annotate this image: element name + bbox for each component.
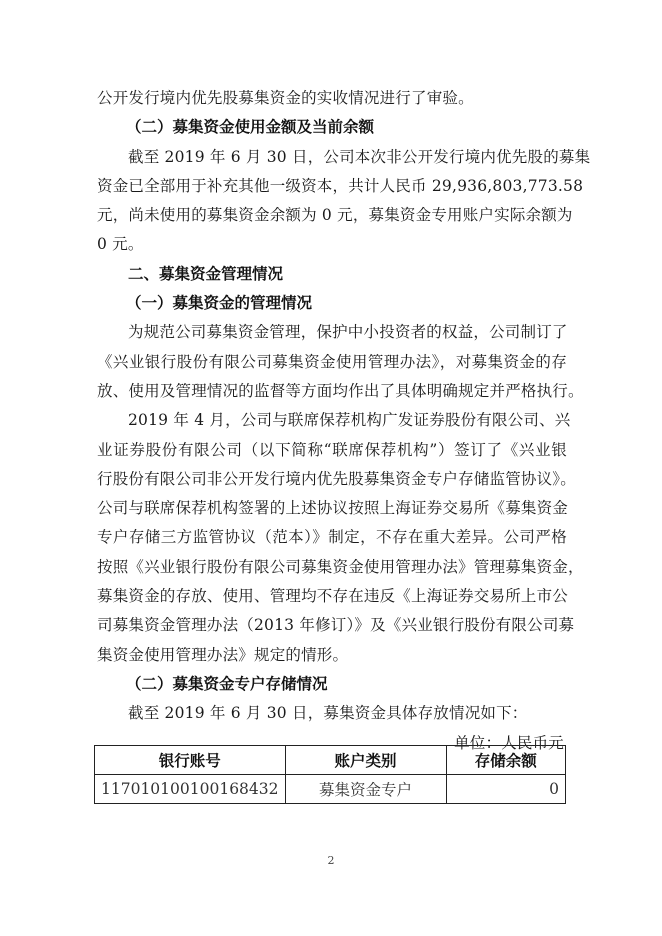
cell-account-type: 募集资金专户 <box>285 775 446 804</box>
paragraph-line: 2019 年 4 月，公司与联席保荐机构广发证券股份有限公司、兴 <box>128 411 571 430</box>
paragraph-line: 行股份有限公司非公开发行境内优先股募集资金专户存储监管协议》。 <box>97 469 576 488</box>
column-header-account-number: 银行账号 <box>95 746 286 775</box>
table-header-row <box>95 746 566 775</box>
paragraph-line: 资金已全部用于补充其他一级资本，共计人民币 29,936,803,773.58 <box>97 176 584 195</box>
section-heading-usage-amount: （二）募集资金使用金额及当前余额 <box>126 118 375 137</box>
subsection-heading-special-account: （二）募集资金专户存储情况 <box>126 674 328 693</box>
paragraph-line: 为规范公司募集资金管理，保护中小投资者的权益，公司制订了 <box>128 323 568 342</box>
paragraph-line: 公开发行境内优先股募集资金的实收情况进行了审验。 <box>97 89 474 107</box>
cell-balance: 0 <box>446 775 565 804</box>
paragraph-line: 公司与联席保荐机构签署的上述协议按照上海证券交易所《募集资金 <box>97 499 569 518</box>
paragraph-line: 截至 2019 年 6 月 30 日，公司本次非公开发行境内优先股的募集 <box>128 147 591 166</box>
column-header-balance: 存储余额 <box>446 746 565 775</box>
section-heading-fund-management: 二、募集资金管理情况 <box>128 264 284 283</box>
paragraph-line: 募集资金的存放、使用、管理均不存在违反《上海证券交易所上市公 <box>97 587 569 606</box>
page-number: 2 <box>327 854 335 867</box>
unit-label: 单位：人民币元 <box>454 733 564 752</box>
paragraph-line: 按照《兴业银行股份有限公司募集资金使用管理办法》管理募集资金， <box>97 557 584 576</box>
paragraph-line: 司募集资金管理办法（2013 年修订）》及《兴业银行股份有限公司募 <box>97 616 575 635</box>
paragraph-line: 截至 2019 年 6 月 30 日，募集资金具体存放情况如下： <box>128 704 528 723</box>
paragraph-line: 《兴业银行股份有限公司募集资金使用管理办法》，对募集资金的存 <box>97 352 567 371</box>
table-row <box>95 775 566 804</box>
paragraph-line: 元，尚未使用的募集资金余额为 0 元，募集资金专用账户实际余额为 <box>97 206 573 225</box>
paragraph-line: 专户存储三方监管协议（范本）》制定，不存在重大差异。公司严格 <box>97 528 567 547</box>
column-header-account-type: 账户类别 <box>285 746 446 775</box>
paragraph-line: 集资金使用管理办法》规定的情形。 <box>97 645 349 664</box>
deposit-table <box>94 745 566 804</box>
document-body <box>97 84 591 758</box>
paragraph-line: 0 元。 <box>97 235 144 254</box>
paragraph-line: 业证券股份有限公司（以下简称“联席保荐机构”）签订了《兴业银 <box>97 440 567 459</box>
subsection-heading-management: （一）募集资金的管理情况 <box>126 294 313 313</box>
paragraph-line: 放、使用及管理情况的监督等方面均作出了具体明确规定并严格执行。 <box>97 381 584 400</box>
cell-account-number: 117010100100168432 <box>95 775 286 804</box>
